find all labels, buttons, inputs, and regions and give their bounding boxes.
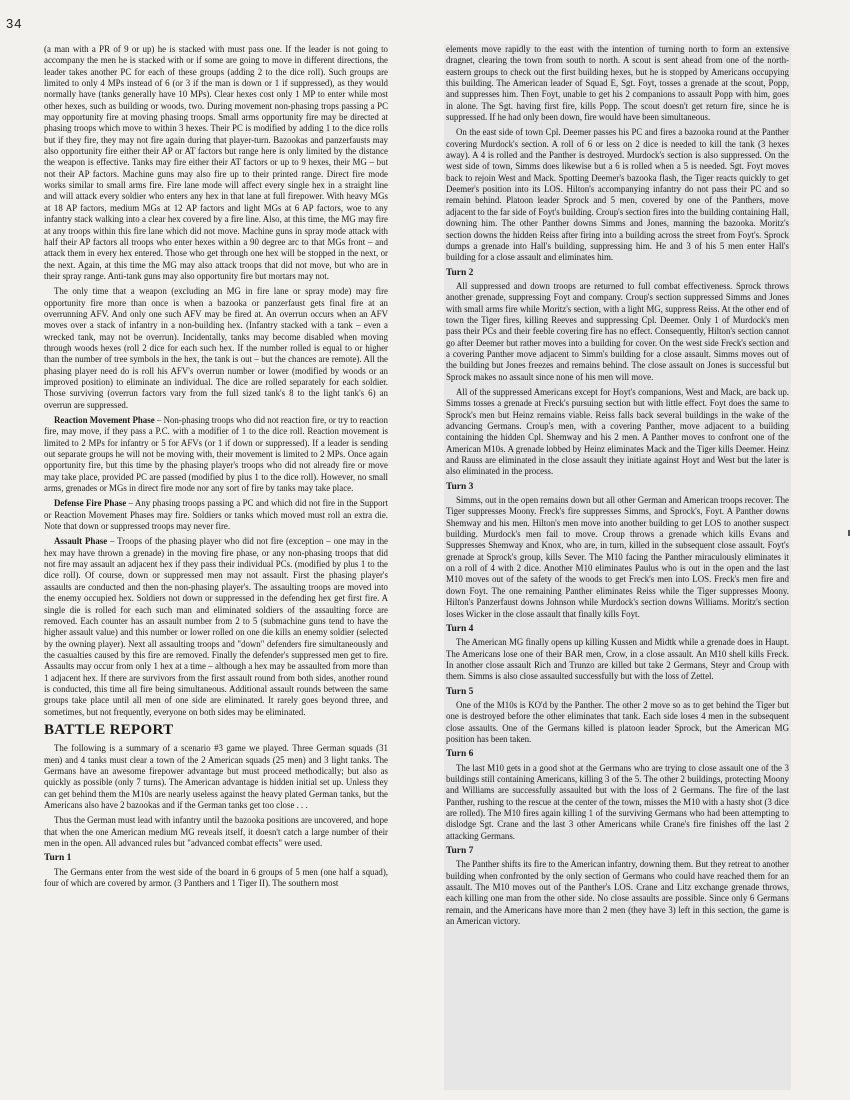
phase-text: – Any phasing troops passing a PC and which did not fire in the Support or Reaction Movement Phases may fire. Soldiers or tanks which moved must roll an extra die. Note that down or suppressed troops may never fire. bbox=[44, 498, 388, 532]
turn-heading: Turn 1 bbox=[44, 853, 72, 864]
page-number: 34 bbox=[6, 16, 23, 31]
turn-heading: Turn 6 bbox=[446, 749, 474, 760]
battle-report-heading: BATTLE REPORT bbox=[44, 721, 174, 738]
left-column bbox=[44, 44, 388, 1090]
turn-heading: Turn 7 bbox=[446, 846, 474, 857]
paragraph: The following is a summary of a scenario #3 game we played. Three German squads (31 men) and 4 tanks must clear a town of the 2 American squads (25 men) and 3 light tanks. The Germans have an awesome firepower advantage but must proceed methodically; but also as quickly as possible (only 7 turns). The American advantage is hidden initial set up. Unless they can get behind them the M10s are nearly useless against the heavy plated German tanks, but the Americans also have 2 bazookas and if the German tanks get too close . . . bbox=[44, 743, 388, 810]
paragraph: elements move rapidly to the east with the intention of turning north to form an extensive dragnet, clearing the town from south to north. A scout is sent ahead from one of the north-eastern groups to check out the first building hexes, but he is stopped by Americans occupying this building. The American leader of Squad E, Sgt. Foyt, tosses a grenade at the scout, Popp, and suppresses him. Then Foyt, unable to get his 2 companions to assault Popp with him, goes in alone. The Sgt. having first fire, kills Popp. The scout doesn't get return fire, since he is suppressed. If he had only been down, fire would have been simultaneous. bbox=[446, 44, 789, 123]
paragraph bbox=[44, 498, 388, 532]
turn-heading: Turn 2 bbox=[446, 267, 474, 278]
turn-heading: Turn 3 bbox=[446, 481, 474, 492]
paragraph bbox=[44, 536, 388, 718]
phase-heading: Assault Phase bbox=[54, 536, 108, 547]
paragraph: The American MG finally opens up killing Kussen and Midtk while a grenade does in Haupt. The Americans lose one of their BAR men, Crow, in a close assault. An M10 shell kills Freck. In another close assault Rich and Trunzo are killed but take 2 Germans, Steyr and Croup with them. Simms is also close assaulted successfully but with the loss of Zettel. bbox=[446, 637, 789, 682]
paragraph: One of the M10s is KO'd by the Panther. The other 2 move so as to get behind the Tiger but one is destroyed before the other eliminates that tank. Each side loses 4 men in the subsequent close assaults. One of the Germans killed is platoon leader Sprock, but the American MG position has been taken. bbox=[446, 699, 789, 744]
paragraph: The last M10 gets in a good shot at the Germans who are trying to close assault one of the 3 buildings still containing Americans, killing 3 of the 5. The other 2 buildings, protecting Moony and Williams are successfully assaulted but with the loss of 2 Germans. The fire of the last Panther, rushing to the rescue at the center of the town, misses the M10 with a hasty shot (3 dice are rolled). The M10 fires again killing 1 of the surviving Germans who had been attempting to dislodge Sgt. Crane and the last 3 other Americans while Crane's fire finishes off the last 2 attacking Germans. bbox=[446, 762, 789, 841]
paragraph: Thus the German must lead with infantry until the bazooka positions are uncovered, and hope that when the one American medium MG reveals itself, it doesn't catch a large number of their men in the open. All advanced rules but "advanced combat effects" were used. bbox=[44, 815, 388, 849]
right-column bbox=[444, 44, 791, 1090]
paragraph: On the east side of town Cpl. Deemer passes his PC and fires a bazooka round at the Panther covering Murdock's section. A roll of 6 or less on 2 dice is needed to kill the tank (3 hexes away). A 4 is rolled and the Panther is destroyed. Murdock's section is also suppressed. On the west side of town, Simms does likewise but a 6 is rolled when a 5 is needed. Sgt. Foyt moves back to rejoin West and Mack. Spotting Deemer's bazooka flash, the Tiger reacts quickly to get Deemer's position into its LOS. Hilton's accompanying infantry do not pass their PC and so remain behind. Platoon leader Sprock and 5 men, covered by one of the Panthers, move adjacent to the far side of Foyt's building. Croup's section fires into the building containing Hall, downing him. The other Panther downs Simms and Jones, manning the bazooka. Moritz's section downs the hidden Reiss after firing into a building across the street from Foyt's. Sprock dumps a grenade into Hall's building, suppressing him. He and 3 of his 5 men enter Hall's building for a close assault and eliminates him. bbox=[446, 127, 789, 263]
phase-text: – Non-phasing troops who did not reaction fire, or try to reaction fire, may move, if they pass a P.C. with a modifier of 1 to the dice roll. Reaction movement is limited to 2 MPs for infantry or 5 for AFVs (or 1 if down or suppressed). If a leader is sending out separate groups he will not be moving with, their movement is limited to 2 MPs. Once again opportunity fire, but this time by the phasing player's troops who did not already fire or move may take place, provided PC are passed (modified by plus 1 to the dice roll). However, no small arms, grenades or MGs in direct fire mode nor any sort of fire by tanks may take place. bbox=[44, 415, 388, 494]
turn-heading: Turn 4 bbox=[446, 623, 474, 634]
paragraph: Simms, out in the open remains down but all other German and American troops recover. The Tiger suppresses Moony. Freck's fire suppresses Simms, and Sprock's, Foyt. A Panther downs Shemway and his men. Hilton's men move into another building to get LOS to another suspect building. Murdock's men fail to move. Croup throws a grenade which kills Evans and Suppresses Shemway and Knox, who are, in turn, killed in the subsequent close assault. Foyt's grenade at Sprock's group, kills Sever. The M10 facing the Panther miraculously eliminates it on a roll of 4 with 2 dice. Another M10 eliminates Paulus who is out in the open and the last M10 moves out of the safety of the woods to get Freck's men into LOS. Freck's men fire and down Foyt. The one remaining Panther eliminates Reiss while the Tiger suppresses Moony. Hilton's Panzerfaust downs Johnson while Murdock's section downs Williams. Moritz's section loses Wicker in the close assault that finally kills Foyt. bbox=[446, 495, 789, 619]
phase-heading: Defense Fire Phase bbox=[54, 498, 127, 509]
paragraph: The Panther shifts its fire to the American infantry, downing them. But they retreat to another building when confronted by the only section of Germans who could have reached them for an assault. The M10 moves out of the Panther's LOS. Crane and Litz exchange grenade throws, each killing one man from the other side. No close assaults are possible. Since only 6 Germans remain, and the Americans have more than 2 men (they have 3) left in this section, the game is an American victory. bbox=[446, 859, 789, 927]
paragraph: The Germans enter from the west side of the board in 6 groups of 5 men (one half a squad), four of which are covered by armor. (3 Panthers and 1 Tiger II). The southern most bbox=[44, 866, 388, 889]
paragraph: All of the suppressed Americans except for Hoyt's companions, West and Mack, are back up. Simms tosses a grenade at Freck's pursuing section but with little effect. Foyt does the same to Sprock's men but Heinz remains viable. Reiss falls back several buildings in the wake of the advancing Germans. Croup's men, with a covering Panther, move adjacent to a building containing the hidden Cpl. Shemway and his 2 men. A Panther moves to confront one of the American M10s. A grenade lobbed by Heinz eliminates Mack and the Tiger kills Deemer. Heinz and Rauss are eliminated in the close assault they initiate against Hoyt and West but the later is also eliminated in the process. bbox=[446, 386, 789, 477]
paragraph: The only time that a weapon (excluding an MG in fire lane or spray mode) may fire opportunity fire more than once is when a bazooka or panzerfaust gets final fire at an overrunning AFV. And only one such AFV may be fired at. An overrun occurs when an AFV moves over a stack of infantry in a non-building hex. (Infantry stacked with a tank – even a wrecked tank, may not be overrun). Incidentally, tanks may become disabled when moving through woods hexes (roll 2 dice for each such hex. If the number rolled is equal to or higher than the number of tree symbols in the hex, the tank is out – but the chances are remote). All the phasing player need do is roll his AFV's overrun number or lower (modified by woods or an improved position) to eliminate an individual. The dice are rolled separately for each soldier. Those surviving (overrun factors vary from the full sized tank's 8 to the light tank's 6) an overrun are suppressed. bbox=[44, 286, 388, 410]
paragraph bbox=[44, 415, 388, 494]
paragraph: All suppressed and down troops are returned to full combat effectiveness. Sprock throws another grenade, suppressing Foyt and company. Croup's section suppressed Simms and Jones with small arms fire while Moritz's section, with a light MG, suppress Reiss. At the other end of town the Tiger fires, killing Reeves and suppressing Cpl. Deemer. Only 1 of Murdock's men pass their PCs and their feeble covering fire has no effect. Consequently, Hilton's section cannot go after Deemer but rather moves into a building for cover. On the west side Freck's section and a covering Panther move adjacent to Simm's building for a close assault. Simms moves out of the building but Jones freezes and remains behind. The close assault on Jones is successful but Sprock makes no assault since none of his men will move. bbox=[446, 280, 789, 382]
paragraph: (a man with a PR of 9 or up) he is stacked with must pass one. If the leader is not going to accompany the men he is stacked with or if some are going to move in different directions, the leader takes another PC for each of these groups (adding 2 to the dice roll). Such groups are limited to only 4 MPs instead of 6 (or 3 if the man is down or 1 if suppressed), as they would normally have (tanks generally have 10 MPs). Clear hexes cost only 1 MP to enter while most other hexes, such as building or woods, two. During movement non-phasing trops passing a PC may opportunity fire at moving phasing troops. Small arms opportunity fire may be directed at phasing troops which move to within 3 hexes. Their PC is modified by adding 1 to the dice rolls but if they fire, they may not fire again during that player-turn. Bazookas and panzerfausts may also opportunity fire either their AP or AT factors but range here is only limited by the distance the weapon is effective. Tanks may fire either their AT factors or up to 9 hexes, their MG – but not their AP factors. Machine guns may also fire up to their printed range. Direct fire mode works similar to small arms fire. Fire lane mode will affect every single hex in a straight line and will attack every soldier who enters any hex in that lane at full firepower. With heavy MGs at 18 AP factors, medium MGs at 12 AP factors and light MGs at 6 AP factors, woe to any infantry stack walking into a clear hex covered by a fire line. Also, at this time, the MG may fire at any troops within this fire lane which did not move. Machine guns in spray mode attack with half their AP factors all troops who enter hexes within a 90 degree arc to that MGs front – and attack them in every hex entered. Those who get through one hex will be stopped in the next, or the next. Again, at this time the MG may also attack troops that did not move, but who are in their spray range. Anti-tank guns may also opportunity fire but mortars may not. bbox=[44, 44, 388, 281]
phase-heading: Reaction Movement Phase bbox=[54, 415, 155, 425]
turn-heading: Turn 5 bbox=[446, 686, 474, 697]
phase-text: – Troops of the phasing player who did not fire (exception – one may in the hex may have thrown a grenade) in the moving fire phase, or any non-phasing troops that did not fire may assault an adjacent hex if they pass their individual PCs. (modified by plus 1 to the dice roll). Of course, down or suppressed men may not assault. First the phasing player's assaults are conducted and then the non-phasing player's. The assaulting troops are moved into the enemy occupied hex. Soldiers not down or suppressed in the defending hex get first fire. A single die is rolled for each such man and eliminated soldiers of the assaulting force are removed. Each counter has an assault number from 2 to 5 (submachine guns tend to have the higher assault value) and this number or lower rolled on one die kills an enemy soldier (selected by the owning player). Next all assaulting troops and "down" defenders fire simultaneously and the casualties caused by this fire are removed. Finally the defender's suppressed men get to fire. Assaults may occur from only 1 hex at a time – although a hex may be assaulted from more than 1 adjacent hex. If there are survivors from the first assault round from both sides, another round is conducted, this time all fire being simultaneous. Additional assault rounds between the same groups take place until all men of one side are eliminated. It rarely goes beyond three, and sometimes, but not frequently, everyone on both sides may be eliminated. bbox=[44, 536, 388, 717]
